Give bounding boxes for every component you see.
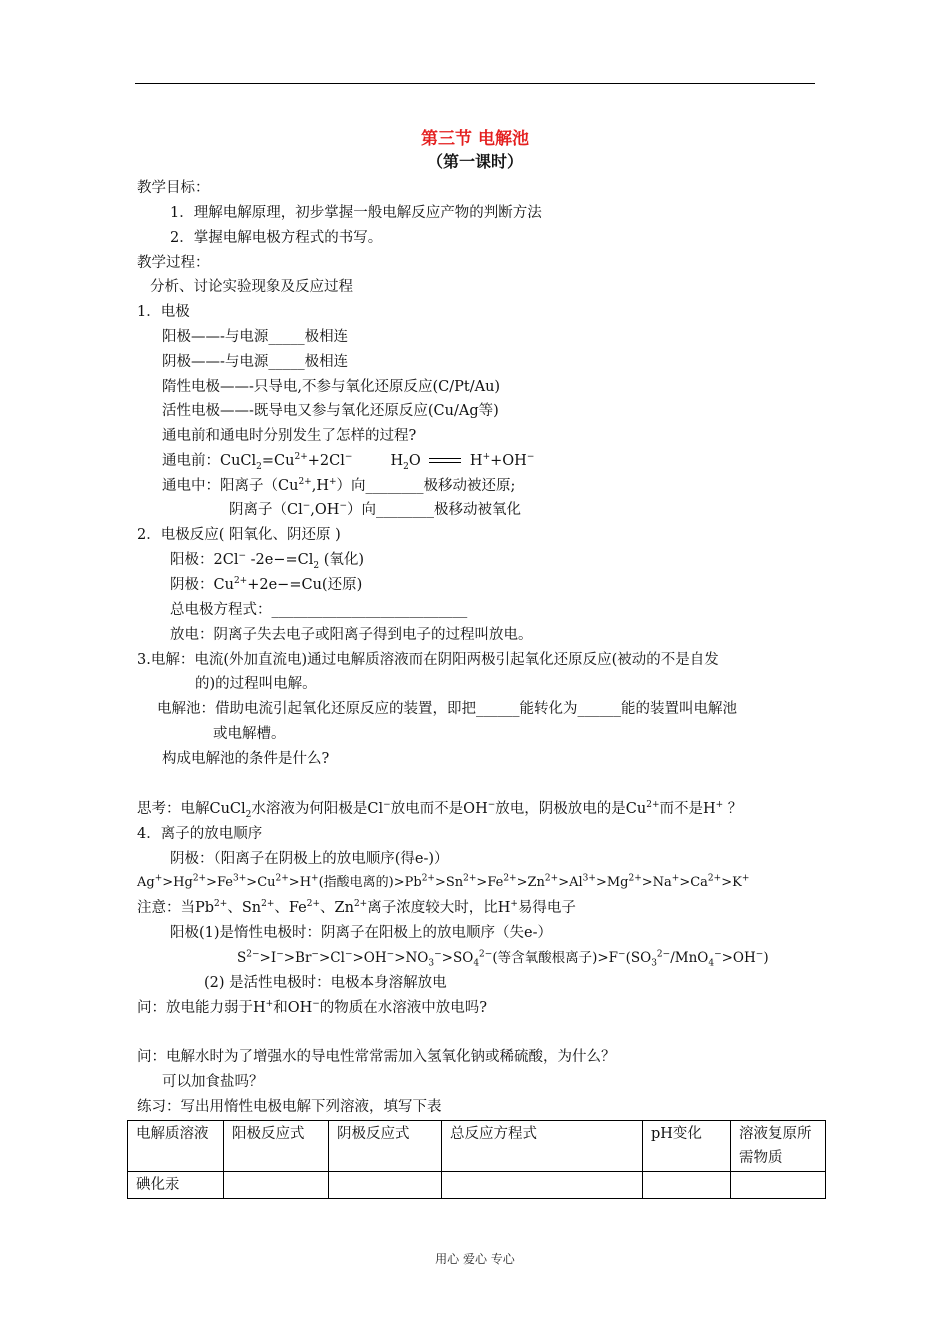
table-cell[interactable] xyxy=(224,1172,329,1199)
salt-question: 可以加食盐吗？ xyxy=(162,1074,264,1090)
analysis-line: 分析、讨论实验现象及反应过程 xyxy=(150,279,353,295)
lesson-subtitle: （第一课时） xyxy=(426,152,523,171)
cathode-order-heading: 阴极：（阳离子在阴极上的放电顺序(得e-)） xyxy=(170,851,449,867)
during-current-cation-line: 通电中：阳离子$(Cu^{2+},H^+)$向________极移动被还原; xyxy=(162,477,516,494)
discharge-definition: 放电：阴离子失去电子或阳离子得到电子的过程叫放电。 xyxy=(170,627,533,643)
thinking-question: 思考：电解CuCl$_2$水溶液为何阳极是Cl−放电而不是OH−放电，阴极放电的是$Cu^{2+}$而不是H+ ？ xyxy=(137,800,743,820)
table-header-cell: 电解质溶液 xyxy=(128,1121,224,1172)
section-1-heading: 1．电极 xyxy=(137,304,190,320)
process-heading: 教学过程： xyxy=(137,255,210,271)
cathode-reaction: 阴极：$Cu^{2+}+2e-=Cu$(还原) xyxy=(170,576,363,593)
anode-inert-heading: 阳极(1)是惰性电极时：阴离子在阳极上的放电顺序（失e-） xyxy=(170,925,553,941)
table-cell[interactable] xyxy=(643,1172,731,1199)
electrolysis-definition-cont: 的)的过程叫电解。 xyxy=(195,676,317,692)
header-rule xyxy=(135,83,815,84)
goals-heading: 教学目标： xyxy=(137,180,210,196)
anion-order: $S^{2-}>I^->Br^->Cl^->OH^->NO_3^->SO_4^{2-}$(等含氧酸根离子)$>F^-(SO_3^{2-}/MnO_4^->OH^-)$ xyxy=(237,949,769,969)
electrolysis-definition: 3.电解：电流(外加直流电)通过电解质溶液而在阴阳两极引起氧化还原反应(被动的不是自发 xyxy=(137,652,719,668)
table-header-cell: pH变化 xyxy=(643,1121,731,1172)
page-footer: 用心 爱心 专心 xyxy=(435,1252,515,1266)
active-electrode-line: 活性电极——-既导电又参与氧化还原反应(Cu/Ag等) xyxy=(162,403,499,419)
cation-order: $Ag^+>Hg^{2+}>Fe^{3+}>Cu^{2+}>H^+$(指酸电离的)$>Pb^{2+}>Sn^{2+}>Fe^{2+}>Zn^{2+}>Al^{3+}>Mg^{2+}>Na^+>Ca^{2+}>K^+$ xyxy=(137,873,750,890)
equilibrium-arrow-icon xyxy=(429,457,461,465)
table-header-cell: 溶液复原所需物质 xyxy=(731,1121,826,1172)
section-4-heading: 4．离子的放电顺序 xyxy=(137,826,263,842)
total-equation-blank: 总电极方程式：___________________________ xyxy=(170,602,468,618)
exercise-instruction: 练习：写出用惰性电极电解下列溶液，填写下表 xyxy=(137,1099,442,1115)
during-current-anion-line: 阴离子（Cl−,OH−）向________极移动被氧化 xyxy=(229,501,521,518)
inert-electrode-line: 隋性电极——-只导电,不参与氧化还原反应(C/Pt/Au) xyxy=(162,379,501,395)
table-cell[interactable] xyxy=(731,1172,826,1199)
table-cell: 碘化汞 xyxy=(128,1172,224,1199)
before-current-equation: 通电前：$CuCl_2=Cu^{2+}+2Cl^-$ $H_2O$ H++OH− xyxy=(162,452,535,472)
exercise-table xyxy=(127,1120,826,1199)
table-cell[interactable] xyxy=(329,1172,442,1199)
table-header-cell: 阳极反应式 xyxy=(224,1121,329,1172)
question-line: 通电前和通电时分别发生了怎样的过程? xyxy=(162,428,417,444)
water-electrolysis-question: 问：电解水时为了增强水的导电性常常需加入氢氧化钠或稀硫酸，为什么？ xyxy=(137,1049,616,1065)
anode-active-line: (2) 是活性电极时：电极本身溶解放电 xyxy=(204,975,447,991)
anode-reaction: 阳极：2Cl− $-2e-=Cl_2$ (氧化) xyxy=(170,551,365,571)
table-header-cell: 阴极反应式 xyxy=(329,1121,442,1172)
note-line: 注意：当$Pb^{2+}$、$Sn^{2+}$、$Fe^{2+}$、$Zn^{2+}$离子浓度较大时，比H+易得电子 xyxy=(137,899,576,916)
goal-2: 2．掌握电解电极方程式的书写。 xyxy=(170,230,383,246)
table-cell[interactable] xyxy=(442,1172,643,1199)
cell-condition-question: 构成电解池的条件是什么? xyxy=(162,751,330,767)
table-row xyxy=(128,1172,826,1199)
goal-1: 1．理解电解原理，初步掌握一般电解反应产物的判断方法 xyxy=(170,205,542,221)
table-header-cell: 总反应方程式 xyxy=(442,1121,643,1172)
weak-discharge-question: 问：放电能力弱于H+和OH−的物质在水溶液中放电吗? xyxy=(137,999,488,1016)
cathode-definition: 阴极——-与电源_____极相连 xyxy=(162,354,349,370)
anode-definition: 阳极——-与电源_____极相连 xyxy=(162,329,349,345)
electrolytic-cell-definition: 电解池：借助电流引起氧化还原反应的装置，即把______能转化为______能的装置叫电解池 xyxy=(157,701,737,717)
electrolytic-cell-cont: 或电解槽。 xyxy=(213,726,286,742)
section-2-heading: 2．电极反应( 阳氧化、阴还原 ) xyxy=(137,527,341,543)
table-header-row xyxy=(128,1121,826,1172)
section-title: 第三节 电解池 xyxy=(421,129,529,149)
